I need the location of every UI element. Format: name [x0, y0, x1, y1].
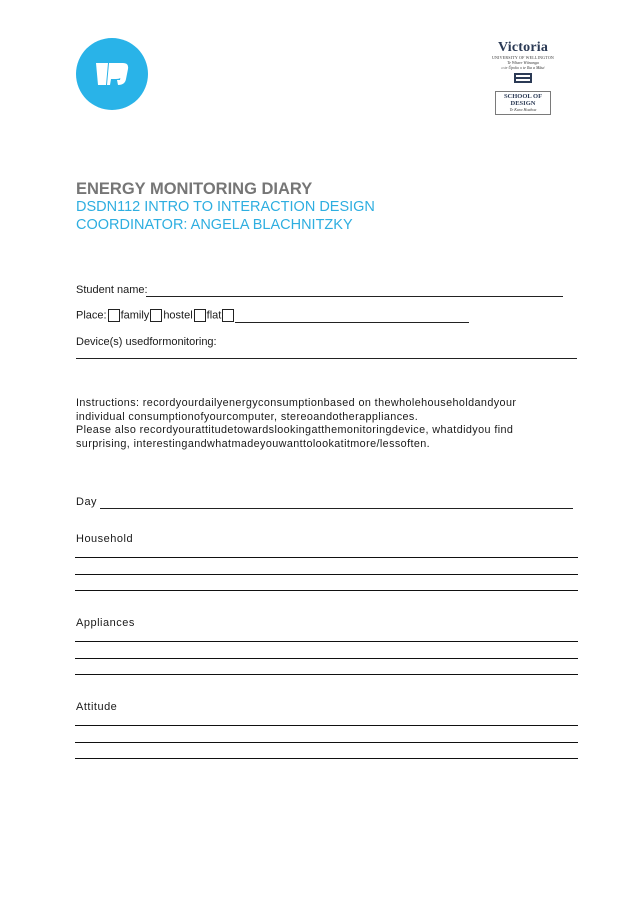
appliances-line-1[interactable]: [75, 641, 578, 642]
student-name-label: Student name:: [76, 284, 148, 296]
appliances-label: Appliances: [76, 617, 135, 629]
place-row: [76, 309, 235, 322]
day-label: Day: [76, 496, 98, 508]
instructions-line-2: individual consumptionofyourcomputer, stereoandotherappliances.: [76, 410, 419, 423]
family-label: family: [120, 309, 150, 322]
devices-field[interactable]: [76, 358, 577, 359]
instructions-line-3: Please also recordyourattitudetowardslookingatthemonitoringdevice, whatdidyou find: [76, 424, 514, 436]
hostel-label: hostel: [163, 309, 193, 322]
family-checkbox[interactable]: [108, 309, 120, 322]
school-maori: Te Kura Hoahoa: [509, 107, 537, 112]
household-line-2[interactable]: [75, 574, 578, 575]
hostel-checkbox[interactable]: [150, 309, 162, 322]
devices-label: Device(s) usedformonitoring:: [76, 336, 217, 348]
university-maori-line2: o te Ūpoko o te Ika a Māui: [501, 65, 545, 70]
instructions-line-4: surprising, interestingandwhatmadeyouwanttolookatitmore/lessoften.: [76, 437, 431, 450]
instructions: [76, 397, 546, 451]
household-line-3[interactable]: [75, 590, 578, 591]
household-line-1[interactable]: [75, 557, 578, 558]
attitude-line-3[interactable]: [75, 758, 578, 759]
attitude-label: Attitude: [76, 701, 118, 713]
coordinator: COORDINATOR: ANGELA BLACHNITZKY: [76, 217, 353, 233]
appliances-line-2[interactable]: [75, 658, 578, 659]
university-name: Victoria: [497, 40, 549, 55]
school-box: [495, 91, 551, 115]
pdc-logo: [76, 38, 148, 110]
instructions-line-1: Instructions: recordyourdailyenergyconsumptionbased on thewholehouseholdandyour: [76, 397, 517, 409]
university-maori-line1: Te Whare Wānanga: [507, 60, 539, 65]
other-checkbox[interactable]: [222, 309, 234, 322]
household-label: Household: [76, 533, 134, 545]
attitude-line-2[interactable]: [75, 742, 578, 743]
school-label: SCHOOL OF: [503, 93, 543, 100]
place-label: Place:: [76, 309, 107, 322]
course-title: DSDN112 INTRO TO INTERACTION DESIGN: [76, 199, 375, 215]
day-field[interactable]: [100, 508, 573, 509]
crest-icon: [512, 72, 534, 84]
flat-checkbox[interactable]: [194, 309, 206, 322]
university-logo: [490, 40, 556, 115]
appliances-line-3[interactable]: [75, 674, 578, 675]
university-subtitle: UNIVERSITY OF WELLINGTON: [491, 55, 555, 60]
student-name-field[interactable]: [146, 296, 563, 297]
flat-label: flat: [206, 309, 222, 322]
page-title: ENERGY MONITORING DIARY: [76, 180, 313, 198]
school-label-2: DESIGN: [510, 100, 536, 107]
attitude-line-1[interactable]: [75, 725, 578, 726]
place-other-field[interactable]: [235, 322, 469, 323]
